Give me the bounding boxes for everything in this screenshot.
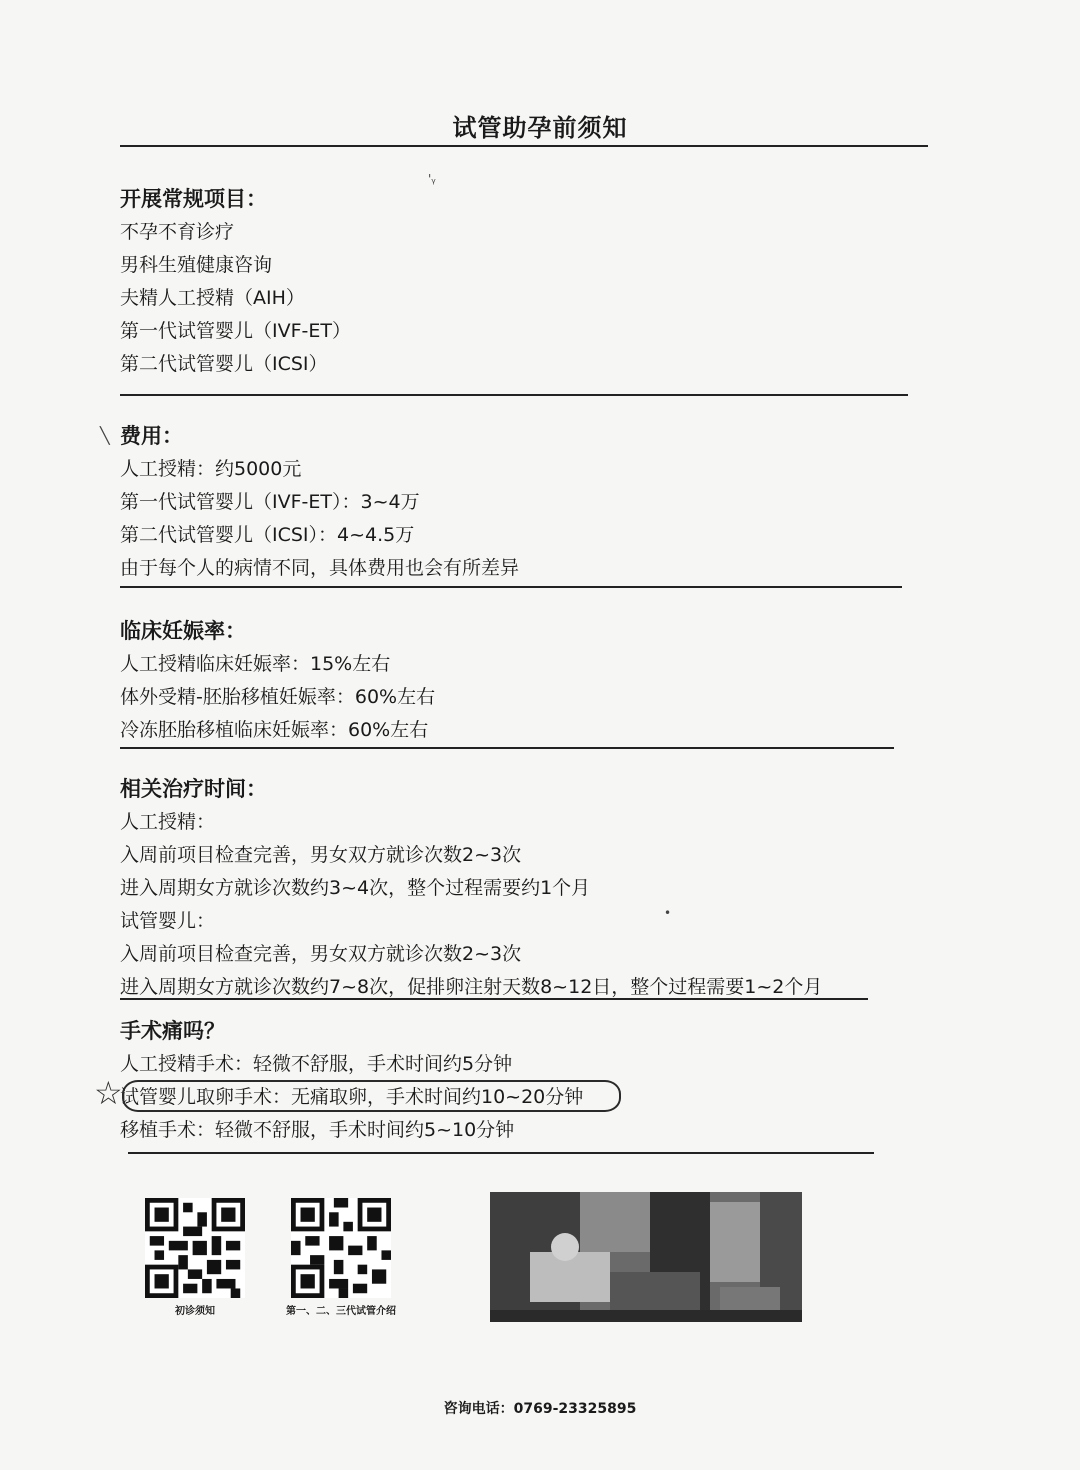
qr-caption: 第一、二、三代试管介绍 [286, 1306, 396, 1317]
list-item: 入周前项目检查完善，男女双方就诊次数2~3次 [120, 844, 522, 866]
list-item: 夫精人工授精（AIH） [120, 287, 305, 309]
list-item: 人工授精： [120, 811, 216, 833]
list-item: 进入周期女方就诊次数约3~4次，整个过程需要约1个月 [120, 877, 591, 899]
list-item: 移植手术：轻微不舒服，手术时间约5~10分钟 [120, 1119, 515, 1141]
list-item: 第一代试管婴儿（IVF-ET） [120, 320, 351, 342]
contact-phone: 咨询电话：0769-23325895 [443, 1401, 637, 1417]
list-item: 人工授精：约5000元 [120, 458, 302, 480]
handwritten-circle [122, 1080, 621, 1112]
qr-code-icon [286, 1198, 396, 1298]
section-heading: 临床妊娠率： [120, 619, 246, 643]
scan-speck: ╲ [100, 426, 110, 445]
section-heading: 相关治疗时间： [120, 777, 267, 801]
section-rule [120, 998, 868, 1000]
section-projects [120, 182, 351, 381]
section-heading: 费用： [120, 424, 183, 448]
section-heading: 开展常规项目： [120, 187, 267, 211]
section-rule [120, 394, 908, 396]
list-item: 人工授精临床妊娠率：15%左右 [120, 653, 391, 675]
star-icon: ☆ [94, 1074, 123, 1112]
qr-code-icon [140, 1198, 250, 1298]
page-title: 试管助孕前须知 [452, 114, 628, 142]
list-item: 试管婴儿： [120, 910, 216, 932]
qr-caption: 初诊须知 [175, 1306, 215, 1317]
list-item: 试管婴儿取卵手术：无痛取卵，手术时间约10~20分钟 [120, 1086, 584, 1108]
list-item: 第二代试管婴儿（ICSI）：4~4.5万 [120, 524, 415, 546]
list-item: 冷冻胚胎移植临床妊娠率：60%左右 [120, 719, 429, 741]
section-fees [120, 419, 519, 585]
section-rule [128, 1152, 874, 1154]
title-rule [120, 145, 928, 147]
list-item: 第二代试管婴儿（ICSI） [120, 353, 328, 375]
clinic-photo [490, 1192, 802, 1322]
scan-speck: • [664, 906, 672, 920]
list-item: 男科生殖健康咨询 [120, 254, 273, 276]
list-item: 人工授精手术：轻微不舒服，手术时间约5分钟 [120, 1053, 513, 1075]
scan-speck: 'ᵧ [428, 172, 436, 186]
section-heading: 手术痛吗？ [120, 1019, 225, 1043]
list-item: 入周前项目检查完善，男女双方就诊次数2~3次 [120, 943, 522, 965]
section-rule [120, 747, 894, 749]
list-item: 进入周期女方就诊次数约7~8次，促排卵注射天数8~12日，整个过程需要1~2个月 [120, 976, 823, 998]
list-item: 不孕不育诊疗 [120, 221, 235, 243]
list-item: 体外受精-胚胎移植妊娠率：60%左右 [120, 686, 436, 708]
section-rule [120, 586, 902, 588]
section-treatment-time [120, 772, 822, 1004]
list-item: 由于每个人的病情不同，具体费用也会有所差异 [120, 557, 520, 579]
list-item: 第一代试管婴儿（IVF-ET）：3~4万 [120, 491, 420, 513]
section-pregnancy-rate [120, 614, 435, 747]
